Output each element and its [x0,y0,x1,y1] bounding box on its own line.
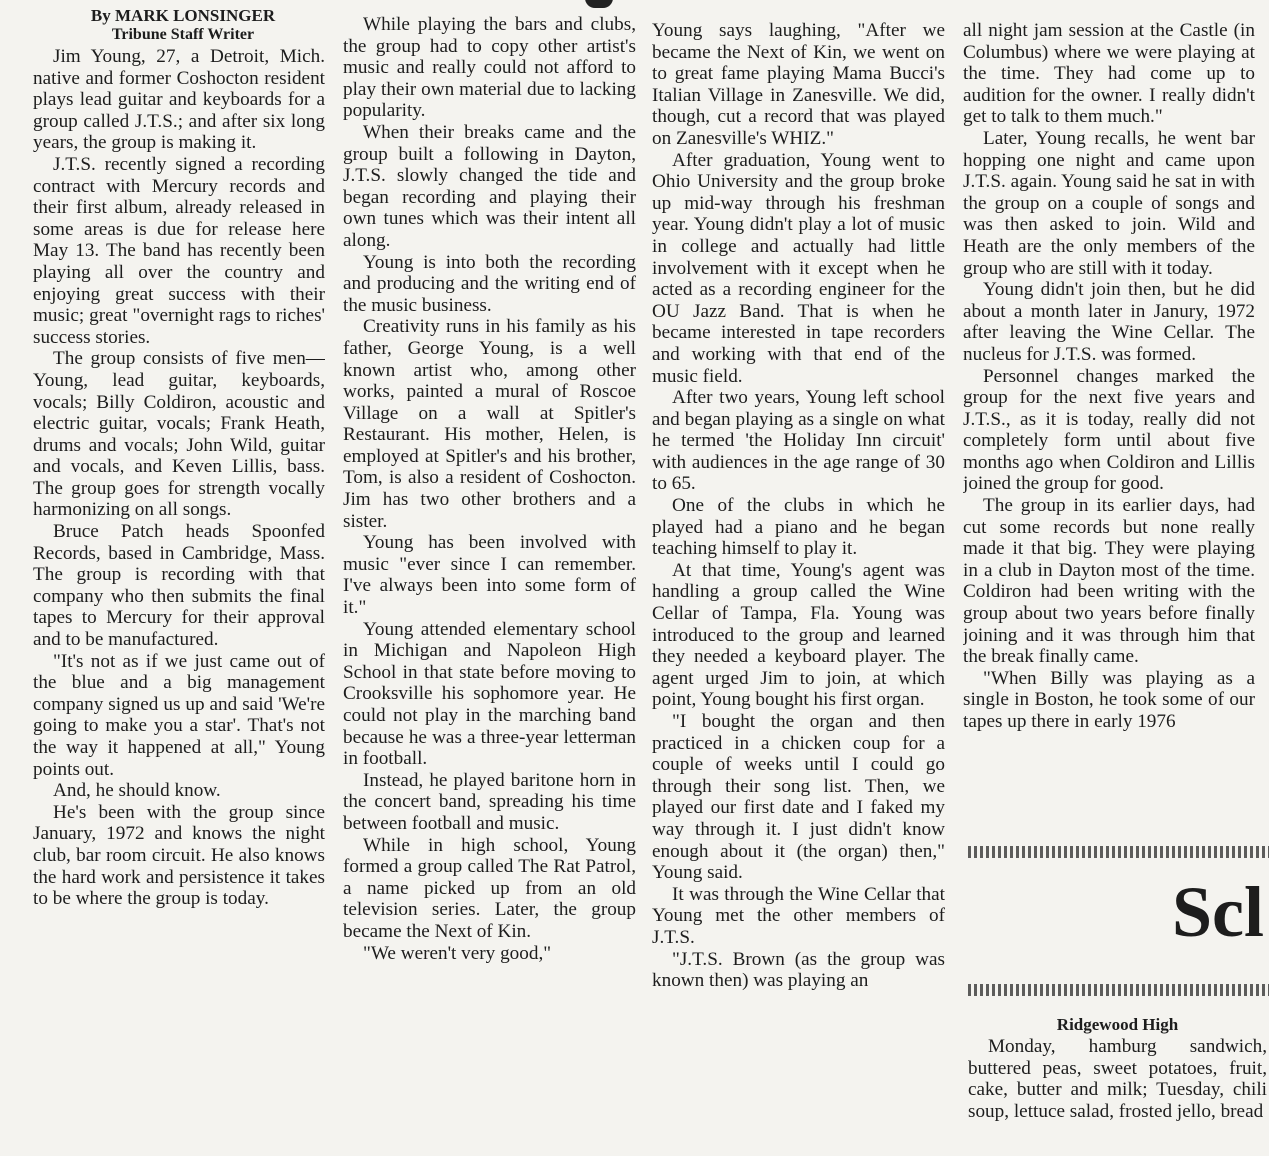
article-column-4 [963,20,1255,840]
article-paragraph: When their breaks came and the group built a following in Dayton, J.T.S. slowly changed the tide and began recording and playing their own tunes which was their intent all along. [343,121,636,251]
article-paragraph: Young attended elementary school in Michigan and Napoleon High School in that state before moving to Crooksville his sophomore year. He could not play in the marching band because he was a three-year letterman in football. [343,618,636,770]
school-headline: Scl [1172,872,1265,952]
article-paragraph: Young is into both the recording and producing and the writing end of the music business. [343,251,636,316]
article-paragraph: The group consists of five men—Young, lead guitar, keyboards, vocals; Billy Coldiron, acoustic and electric guitar, vocals; Frank Heath, drums and vocals; John Wild, guitar and vocals, and Keven Lillis, bass. The group goes for strength vocally harmonizing on all songs. [33,348,325,521]
article-paragraph: While in high school, Young formed a group called The Rat Patrol, a name picked up from an old television series. Later, the group became the Next of Kin. [343,834,636,942]
article-paragraph: Bruce Patch heads Spoonfed Records, based in Cambridge, Mass. The group is recording with that company who then submits the final tapes to Mercury for their approval and to be manufactured. [33,521,325,651]
school-name: Ridgewood High [1056,1015,1179,1034]
headline-fragment [555,0,645,12]
article-paragraph: Creativity runs in his family as his father, George Young, is a well known artist who, among other works, painted a mural of Roscoe Village on a wall at Spitler's Restaurant. His mother, Helen, is employed at Spitler's and his brother, Tom, is also a resident of Coshocton. Jim has two other brothers and a sister. [343,316,636,532]
article-paragraph: "J.T.S. Brown (as the group was known then) was playing an [652,948,945,992]
article-paragraph: Later, Young recalls, he went bar hopping one night and came upon J.T.S. again. Young said he sat in with the group on a couple of songs and was then asked to join. Wild and Heath are the only members of the group who are still with it today. [963,127,1255,279]
section-divider [968,846,1269,858]
article-paragraph: Young didn't join then, but he did about a month later in Janury, 1972 after leaving the Wine Cellar. The nucleus for J.T.S. was formed. [963,279,1255,365]
article-paragraph: It was through the Wine Cellar that Young met the other members of J.T.S. [652,883,945,948]
article-paragraph: And, he should know. [53,780,221,802]
article-paragraph: J.T.S. recently signed a recording contract with Mercury records and their first album, already released in some areas is due for release here May 13. The band has recently been playing all over the country and enjoying great success with their music; great "overnight rags to riches' success stories. [33,153,325,348]
article-paragraph: "It's not as if we just came out of the blue and a big management company signed us up and said 'We're going to make you a star'. That's not the way it happened at all," Young points out. [33,650,325,780]
article-paragraph: Instead, he played baritone horn in the concert band, spreading his time between football and music. [343,769,636,834]
byline-name: By MARK LONSINGER [90,6,276,25]
article-paragraph: After two years, Young left school and began playing as a single on what he termed 'the Holiday Inn circuit' with audiences in the age range of 30 to 65. [652,387,945,495]
article-paragraph: "I bought the organ and then practiced in a chicken coup for a couple of weeks until I could go through their song list. Then, we played our first date and I faked my way through it. I just didn't know enough about it (the organ) then," Young said. [652,711,945,884]
article-column-3 [652,20,945,1156]
article-paragraph: "We weren't very good," [363,942,552,964]
article-paragraph: Jim Young, 27, a Detroit, Mich. native and former Coshocton resident plays lead guitar and keyboards for a group called J.T.S.; and after six long years, the group is making it. [33,46,325,154]
article-paragraph: Young has been involved with music "ever since I can remember. I've always been into some form of it." [343,532,636,619]
article-paragraph: "When Billy was playing as a single in Boston, he took some of our tapes up there in early 1976 [963,667,1255,732]
article-column-1 [33,6,325,1142]
article-paragraph: One of the clubs in which he played had a piano and he began teaching himself to play it. [652,495,945,560]
article-paragraph: all night jam session at the Castle (in Columbus) where we were playing at the time. They had come up to audition for the owner. I really didn't get to talk to them much." [963,20,1255,128]
school-menu-column [968,1014,1267,1122]
article-paragraph: He's been with the group since January, 1972 and knows the night club, bar room circuit. He also knows the hard work and persistence it takes to be where the group is today. [33,801,325,910]
byline-title: Tribune Staff Writer [111,26,255,43]
article-paragraph: Personnel changes marked the group for the next five years and J.T.S., as it is today, really did not completely form until about five months ago when Coldiron and Lillis joined the group for good. [963,365,1255,495]
article-paragraph: The group in its earlier days, had cut some records but none really made it that big. They were playing in a club in Dayton most of the time. Coldiron had been writing with the group about two years before finally joining and it was through him that the break finally came. [963,495,1255,668]
school-menu-text: Monday, hamburg sandwich, buttered peas, sweet potatoes, fruit, cake, butter and milk; Tuesday, chili soup, lettuce salad, frosted jello, bread [968,1036,1267,1122]
section-divider [968,984,1269,996]
article-paragraph: Young says laughing, "After we became the Next of Kin, we went on to great fame playing Mama Bucci's Italian Village in Zanesville. We did, though, cut a record that was played on Zanesville's WHIZ." [652,20,945,149]
article-paragraph: While playing the bars and clubs, the group had to copy other artist's music and really could not afford to play their own material due to lacking popularity. [343,14,636,122]
article-column-2 [343,14,636,1150]
article-paragraph: After graduation, Young went to Ohio University and the group broke up mid-way through his freshman year. Young didn't play a lot of music in college and actually had little involvement with it except when he acted as a recording engineer for the OU Jazz Band. That is when he became interested in tape recorders and working with that end of the music field. [652,149,945,387]
article-paragraph: At that time, Young's agent was handling a group called the Wine Cellar of Tampa, Fla. Young was introduced to the group and learned they needed a keyboard player. The agent urged Jim to join, at which point, Young bought his first organ. [652,559,945,711]
